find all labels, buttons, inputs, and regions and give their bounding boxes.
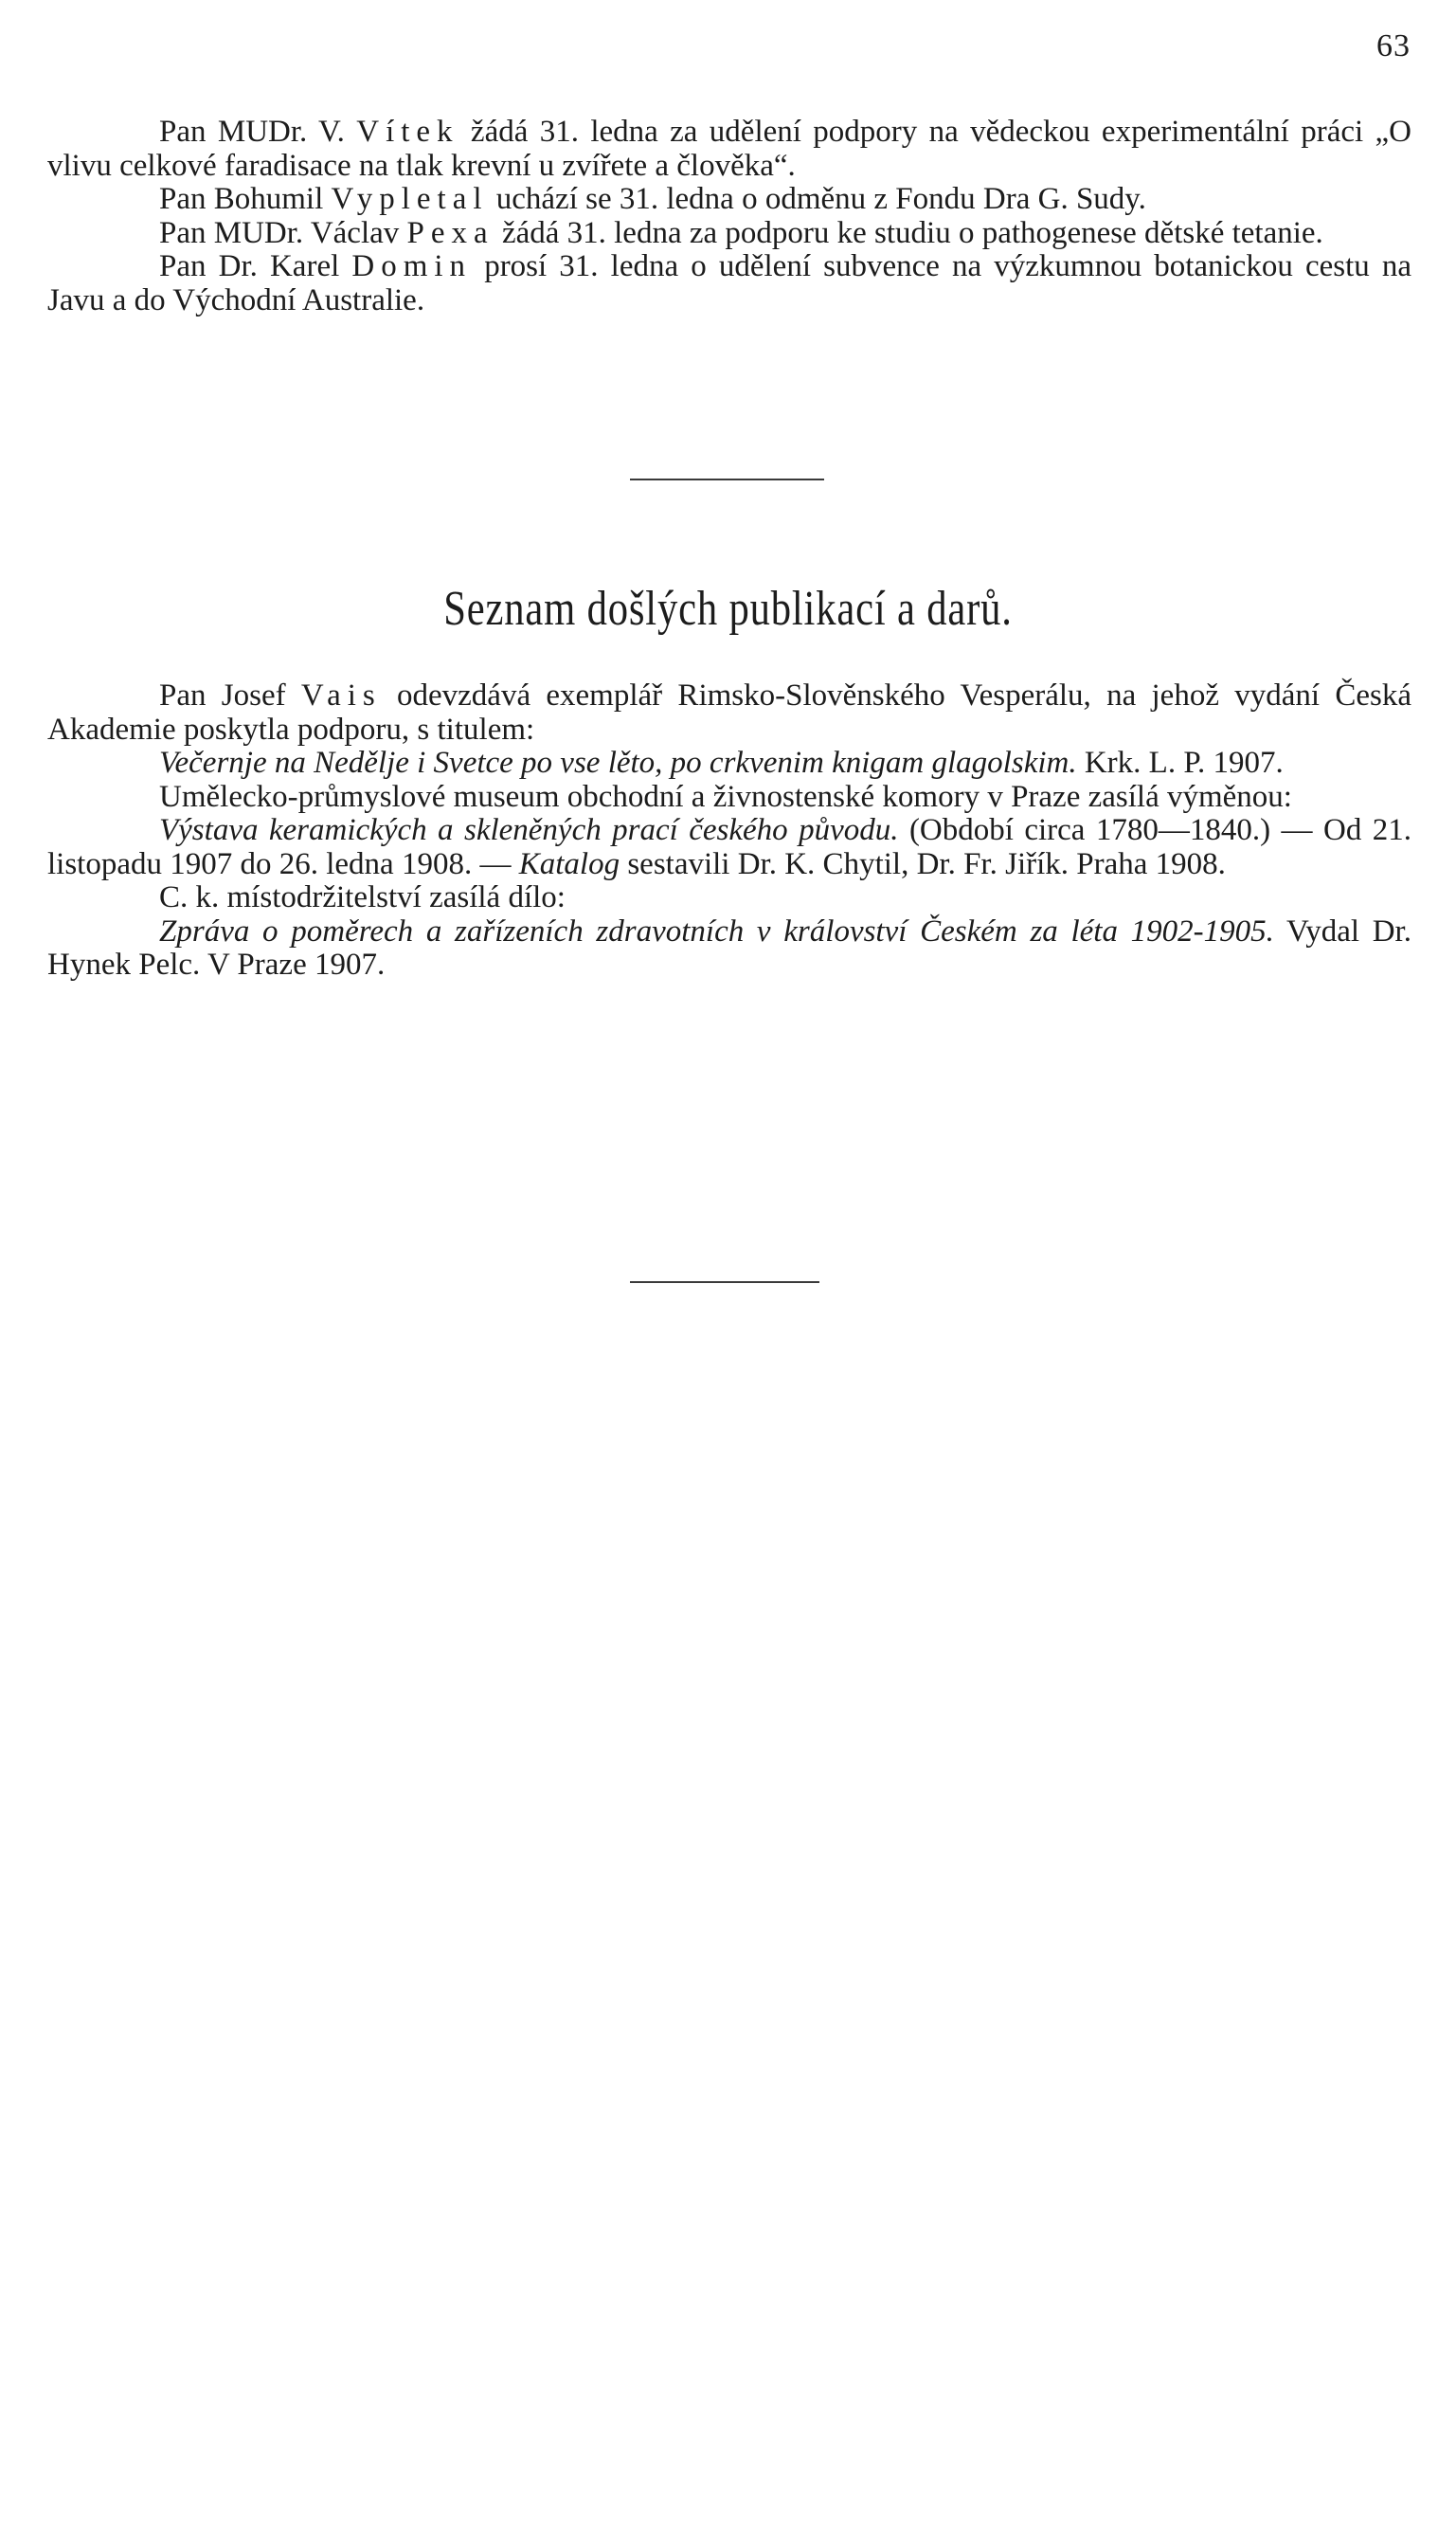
publication-title: Výstava keramických a skleněných prací českého původu.	[159, 813, 899, 847]
request-name: Vítek	[356, 115, 459, 149]
request-vitek	[47, 116, 1411, 183]
request-domin	[47, 250, 1411, 317]
donor-name: Vais	[300, 678, 382, 713]
section-divider	[630, 1281, 819, 1283]
request-pexa	[47, 217, 1411, 251]
publication-vais-title	[47, 747, 1411, 781]
publication-dates: (Období circa 1780—1840.) — Od 21. listopadu 1907 do 26. ledna 1908. —	[47, 813, 1411, 881]
request-prefix: Pan Dr. Karel	[159, 249, 340, 283]
publication-governor	[47, 881, 1411, 915]
section-title: Seznam došlých publikací a darů.	[443, 582, 1013, 636]
publication-catalog: Katalog	[518, 846, 620, 881]
publication-title: Zpráva o poměrech a zařízeních zdravotních v království Českém za léta 1902-1905.	[159, 913, 1274, 949]
request-text: žádá 31. ledna za podporu ke studiu o pathogenese dětské tetanie.	[501, 215, 1323, 250]
request-text: prosí 31. ledna o udělení subvence na výzkumnou botanickou cestu na Javu a do Východní Australie.	[47, 249, 1412, 317]
request-prefix: Pan MUDr. V.	[159, 115, 345, 149]
request-text: žádá 31. ledna za udělení podpory na vědeckou experimentální práci „O vlivu celkové faradisace na tlak krevní u zvířete a člověka“.	[47, 115, 1411, 183]
request-prefix: Pan Bohumil	[159, 182, 324, 216]
page-number: 63	[1376, 28, 1411, 63]
request-text: uchází se 31. ledna o odměnu z Fondu Dra G. Sudy.	[495, 182, 1146, 216]
donation-text: Umělecko-průmyslové museum obchodní a živnostenské komory v Praze zasílá výměnou:	[159, 779, 1292, 814]
publication-imprint: Krk. L. P. 1907.	[1084, 746, 1284, 780]
request-name: Domin	[351, 249, 473, 283]
publication-governor-title	[47, 915, 1411, 983]
requests-section	[47, 116, 1411, 317]
request-name: Vypletal	[331, 182, 489, 216]
request-prefix: Pan MUDr. Václav	[159, 215, 400, 250]
publications-section	[47, 679, 1411, 983]
request-vypletal	[47, 183, 1411, 217]
publication-museum-title	[47, 814, 1411, 881]
publication-imprint: Vydal Dr. Hynek Pelc. V Praze 1907.	[47, 913, 1411, 982]
request-name: Pexa	[406, 215, 494, 250]
publication-imprint: sestavili Dr. K. Chytil, Dr. Fr. Jiřík. Praha 1908.	[627, 846, 1226, 881]
publication-museum	[47, 781, 1411, 815]
donation-text: C. k. místodržitelství zasílá dílo:	[159, 880, 566, 914]
section-divider	[630, 479, 824, 480]
donation-text: odevzdává exemplář Rimsko-Slověnského Vesperálu, na jehož vydání Česká Akademie poskytla podporu, s titulem:	[47, 678, 1411, 747]
publication-vais	[47, 679, 1411, 747]
publication-title: Večernje na Nedělje i Svetce po vse lěto, po crkvenim knigam glagolskim.	[159, 746, 1077, 780]
donor-prefix: Pan Josef	[159, 678, 286, 713]
